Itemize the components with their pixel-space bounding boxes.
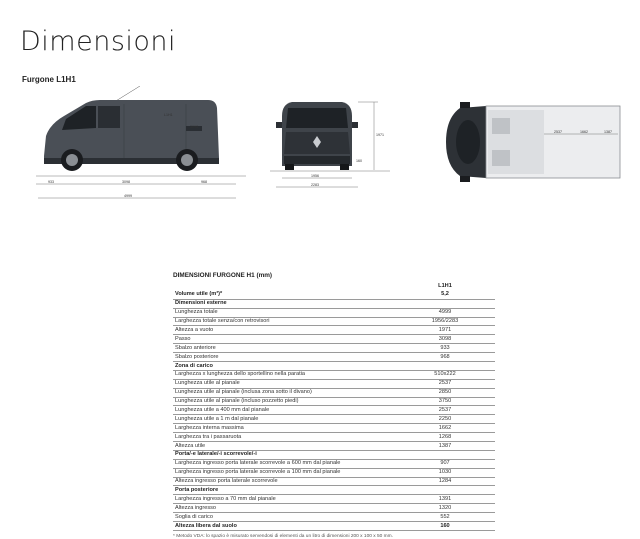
row-label: Lunghezza utile al pianale (inclusa zona sotto il divano): [173, 388, 395, 397]
row-value: 1662: [395, 424, 495, 433]
table-row: [173, 442, 495, 451]
row-value: 968: [395, 353, 495, 362]
row-label: Larghezza totale senza/con retrovisori: [173, 317, 395, 326]
row-value: [395, 450, 495, 459]
dimensions-table-section: [173, 272, 495, 539]
table-row: [173, 291, 495, 299]
row-value: 2850: [395, 388, 495, 397]
table-row: [173, 468, 495, 477]
row-label: Altezza ingresso porta laterale scorrevole: [173, 477, 395, 486]
table-row: [173, 415, 495, 424]
table-row: [173, 326, 495, 335]
row-label: Altezza ingresso: [173, 504, 395, 513]
row-label: Altezza a vuoto: [173, 326, 395, 335]
table-row: [173, 379, 495, 388]
table-row: [173, 388, 495, 397]
van-top-view-figure: [440, 98, 626, 186]
row-value: [395, 486, 495, 495]
row-label: Sbalzo posteriore: [173, 353, 395, 362]
row-label: Larghezza x lunghezza dello sportellino nella paratia: [173, 370, 395, 379]
table-row: [173, 477, 495, 486]
table-row: [173, 335, 495, 344]
table-row: [173, 344, 495, 353]
table-section-row: [173, 486, 495, 495]
front-width-mirrors: 2283: [311, 183, 319, 187]
row-label: Porta posteriore: [173, 486, 395, 495]
table-row: [173, 397, 495, 406]
column-header: L1H1: [438, 283, 452, 290]
row-value: 552: [395, 513, 495, 522]
van-front-view-figure: [270, 98, 390, 194]
table-row: [173, 424, 495, 433]
side-window-label: L1H1: [164, 113, 173, 117]
row-label: Lunghezza utile a 400 mm dal pianale: [173, 406, 395, 415]
table-title: DIMENSIONI FURGONE H1 (mm): [173, 272, 273, 279]
side-wheelbase: 3098: [122, 180, 130, 184]
row-value: 1284: [395, 477, 495, 486]
row-label: Zona di carico: [173, 362, 395, 371]
row-value: 907: [395, 459, 495, 468]
van-side-view-figure: [36, 86, 246, 204]
row-label: Soglia di carico: [173, 513, 395, 522]
table-row: [173, 504, 495, 513]
row-value: 1320: [395, 504, 495, 513]
row-value: 510x222: [395, 370, 495, 379]
row-label: Altezza utile: [173, 442, 395, 451]
row-value: 1387: [395, 442, 495, 451]
front-ground-clearance: 160: [356, 159, 362, 163]
row-label: Lunghezza totale: [173, 308, 395, 317]
table-row: [173, 308, 495, 317]
row-label: Lunghezza utile al pianale: [173, 379, 395, 388]
row-value: 1030: [395, 468, 495, 477]
side-rear-overhang: 968: [201, 180, 207, 184]
row-value: 1971: [395, 326, 495, 335]
table-row: [173, 353, 495, 362]
row-label: Sbalzo anteriore: [173, 344, 395, 353]
row-value: 3750: [395, 397, 495, 406]
row-label: Porta/-e laterale/-i scorrevole/-i: [173, 450, 395, 459]
row-label: Lunghezza utile al pianale (incluso pozzetto piedi): [173, 397, 395, 406]
footnote: * Metodo VDA: lo spazio è misurato servendosi di elementi da un litro di dimensioni 200 x 100 x 50 mm.: [173, 533, 393, 539]
row-label: Larghezza ingresso a 70 mm dal pianale: [173, 495, 395, 504]
row-value: 1956/2283: [395, 317, 495, 326]
row-value: 1268: [395, 433, 495, 442]
row-value: 2250: [395, 415, 495, 424]
row-label: Passo: [173, 335, 395, 344]
side-wheelbase-hint: 3098: [190, 125, 198, 129]
top-cargo-width: 1387: [604, 130, 612, 134]
row-label: Lunghezza utile a 1 m dal pianale: [173, 415, 395, 424]
side-front-overhang: 933: [48, 180, 54, 184]
row-label: Larghezza ingresso porta laterale scorrevole a 100 mm dal pianale: [173, 468, 395, 477]
table-row: [173, 495, 495, 504]
page-subtitle: Furgone L1H1: [22, 75, 76, 84]
table-row: [173, 433, 495, 442]
table-section-row: [173, 362, 495, 371]
row-label: Dimensioni esterne: [173, 299, 395, 308]
row-value: 933: [395, 344, 495, 353]
header-label-cell: [173, 283, 395, 291]
row-label: Larghezza interna massima: [173, 424, 395, 433]
table-section-row: [173, 450, 495, 459]
table-row: [173, 459, 495, 468]
row-value: 160: [395, 522, 495, 531]
row-value: 2537: [395, 406, 495, 415]
row-value: 5,2: [395, 291, 495, 299]
row-label: Altezza libera dal suolo: [173, 522, 395, 531]
row-label: Larghezza ingresso porta laterale scorrevole a 600 mm dal pianale: [173, 459, 395, 468]
row-value: 1391: [395, 495, 495, 504]
dimensions-table: [173, 283, 495, 531]
table-row: [173, 370, 495, 379]
side-total-length: 4999: [124, 194, 132, 198]
row-value: 2537: [395, 379, 495, 388]
front-width: 1956: [311, 174, 319, 178]
row-value: 4999: [395, 308, 495, 317]
table-row: [173, 522, 495, 531]
front-height: 1971: [376, 133, 384, 137]
table-row: [173, 317, 495, 326]
table-header-row: [173, 283, 495, 291]
top-load-width: 1662: [580, 130, 588, 134]
row-value: [395, 362, 495, 371]
table-row: [173, 406, 495, 415]
table-row: [173, 513, 495, 522]
top-cargo-length: 2537: [554, 130, 562, 134]
row-value: 3098: [395, 335, 495, 344]
page-title: Dimensioni: [20, 26, 177, 57]
row-label: Volume utile (m³)*: [173, 291, 395, 299]
table-section-row: [173, 299, 495, 308]
row-label: Larghezza tra i passaruota: [173, 433, 395, 442]
row-value: [395, 299, 495, 308]
